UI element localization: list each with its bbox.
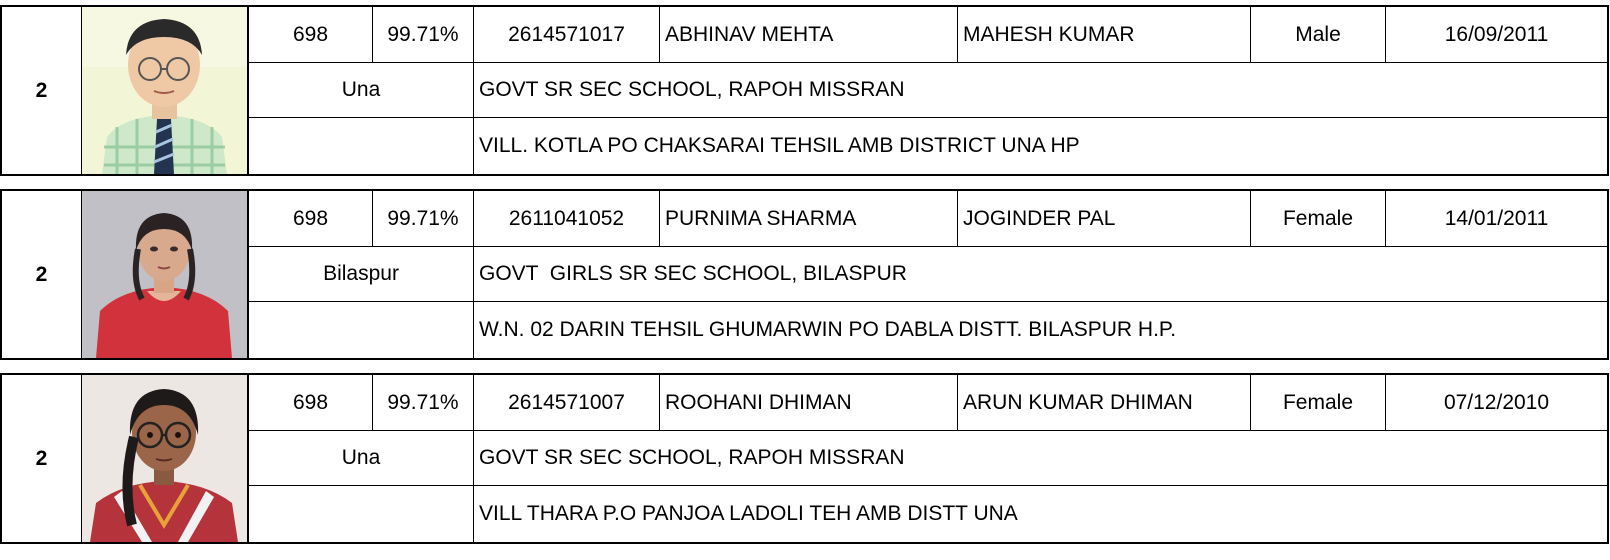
empty-cell (249, 118, 474, 174)
school-cell: GOVT GIRLS SR SEC SCHOOL, BILASPUR (474, 247, 1607, 302)
merit-record-3 (0, 373, 1609, 544)
empty-cell (249, 486, 474, 542)
father-name-cell: ARUN KUMAR DHIMAN (958, 375, 1251, 431)
marks-cell: 698 (249, 191, 373, 247)
student-name-cell: ROOHANI DHIMAN (660, 375, 958, 431)
roll-number-cell: 2611041052 (474, 191, 660, 247)
percentage-cell: 99.71% (373, 7, 474, 63)
marks-cell: 698 (249, 375, 373, 431)
student-photo (82, 7, 249, 174)
merit-record-1 (0, 5, 1609, 176)
student-photo (82, 375, 249, 542)
dob-cell: 07/12/2010 (1386, 375, 1607, 431)
dob-cell: 14/01/2011 (1386, 191, 1607, 247)
district-cell: Bilaspur (249, 247, 474, 302)
marks-cell: 698 (249, 7, 373, 63)
rank-cell: 2 (2, 375, 82, 542)
address-cell: VILL THARA P.O PANJOA LADOLI TEH AMB DISTT UNA (479, 502, 1018, 525)
rank-cell: 2 (2, 191, 82, 358)
father-name-cell: MAHESH KUMAR (958, 7, 1251, 63)
gender-cell: Female (1251, 191, 1386, 247)
student-photo (82, 191, 249, 358)
percentage-cell: 99.71% (373, 375, 474, 431)
merit-record-2 (0, 189, 1609, 360)
roll-number-cell: 2614571007 (474, 375, 660, 431)
district-cell: Una (249, 63, 474, 118)
girl-portrait-icon (82, 191, 247, 358)
girl-glasses-portrait-icon (82, 375, 247, 542)
student-name-cell: PURNIMA SHARMA (660, 191, 958, 247)
dob-cell: 16/09/2011 (1386, 7, 1607, 63)
gender-cell: Male (1251, 7, 1386, 63)
district-cell: Una (249, 431, 474, 486)
student-name-cell: ABHINAV MEHTA (660, 7, 958, 63)
father-name-cell: JOGINDER PAL (958, 191, 1251, 247)
address-cell: VILL. KOTLA PO CHAKSARAI TEHSIL AMB DISTRICT UNA HP (479, 134, 1080, 157)
roll-number-cell: 2614571017 (474, 7, 660, 63)
boy-portrait-icon (82, 7, 247, 174)
percentage-cell: 99.71% (373, 191, 474, 247)
rank-cell: 2 (2, 7, 82, 174)
school-cell: GOVT SR SEC SCHOOL, RAPOH MISSRAN (474, 63, 1607, 118)
gender-cell: Female (1251, 375, 1386, 431)
address-cell: W.N. 02 DARIN TEHSIL GHUMARWIN PO DABLA DISTT. BILASPUR H.P. (479, 318, 1177, 341)
empty-cell (249, 302, 474, 358)
school-cell: GOVT SR SEC SCHOOL, RAPOH MISSRAN (474, 431, 1607, 486)
